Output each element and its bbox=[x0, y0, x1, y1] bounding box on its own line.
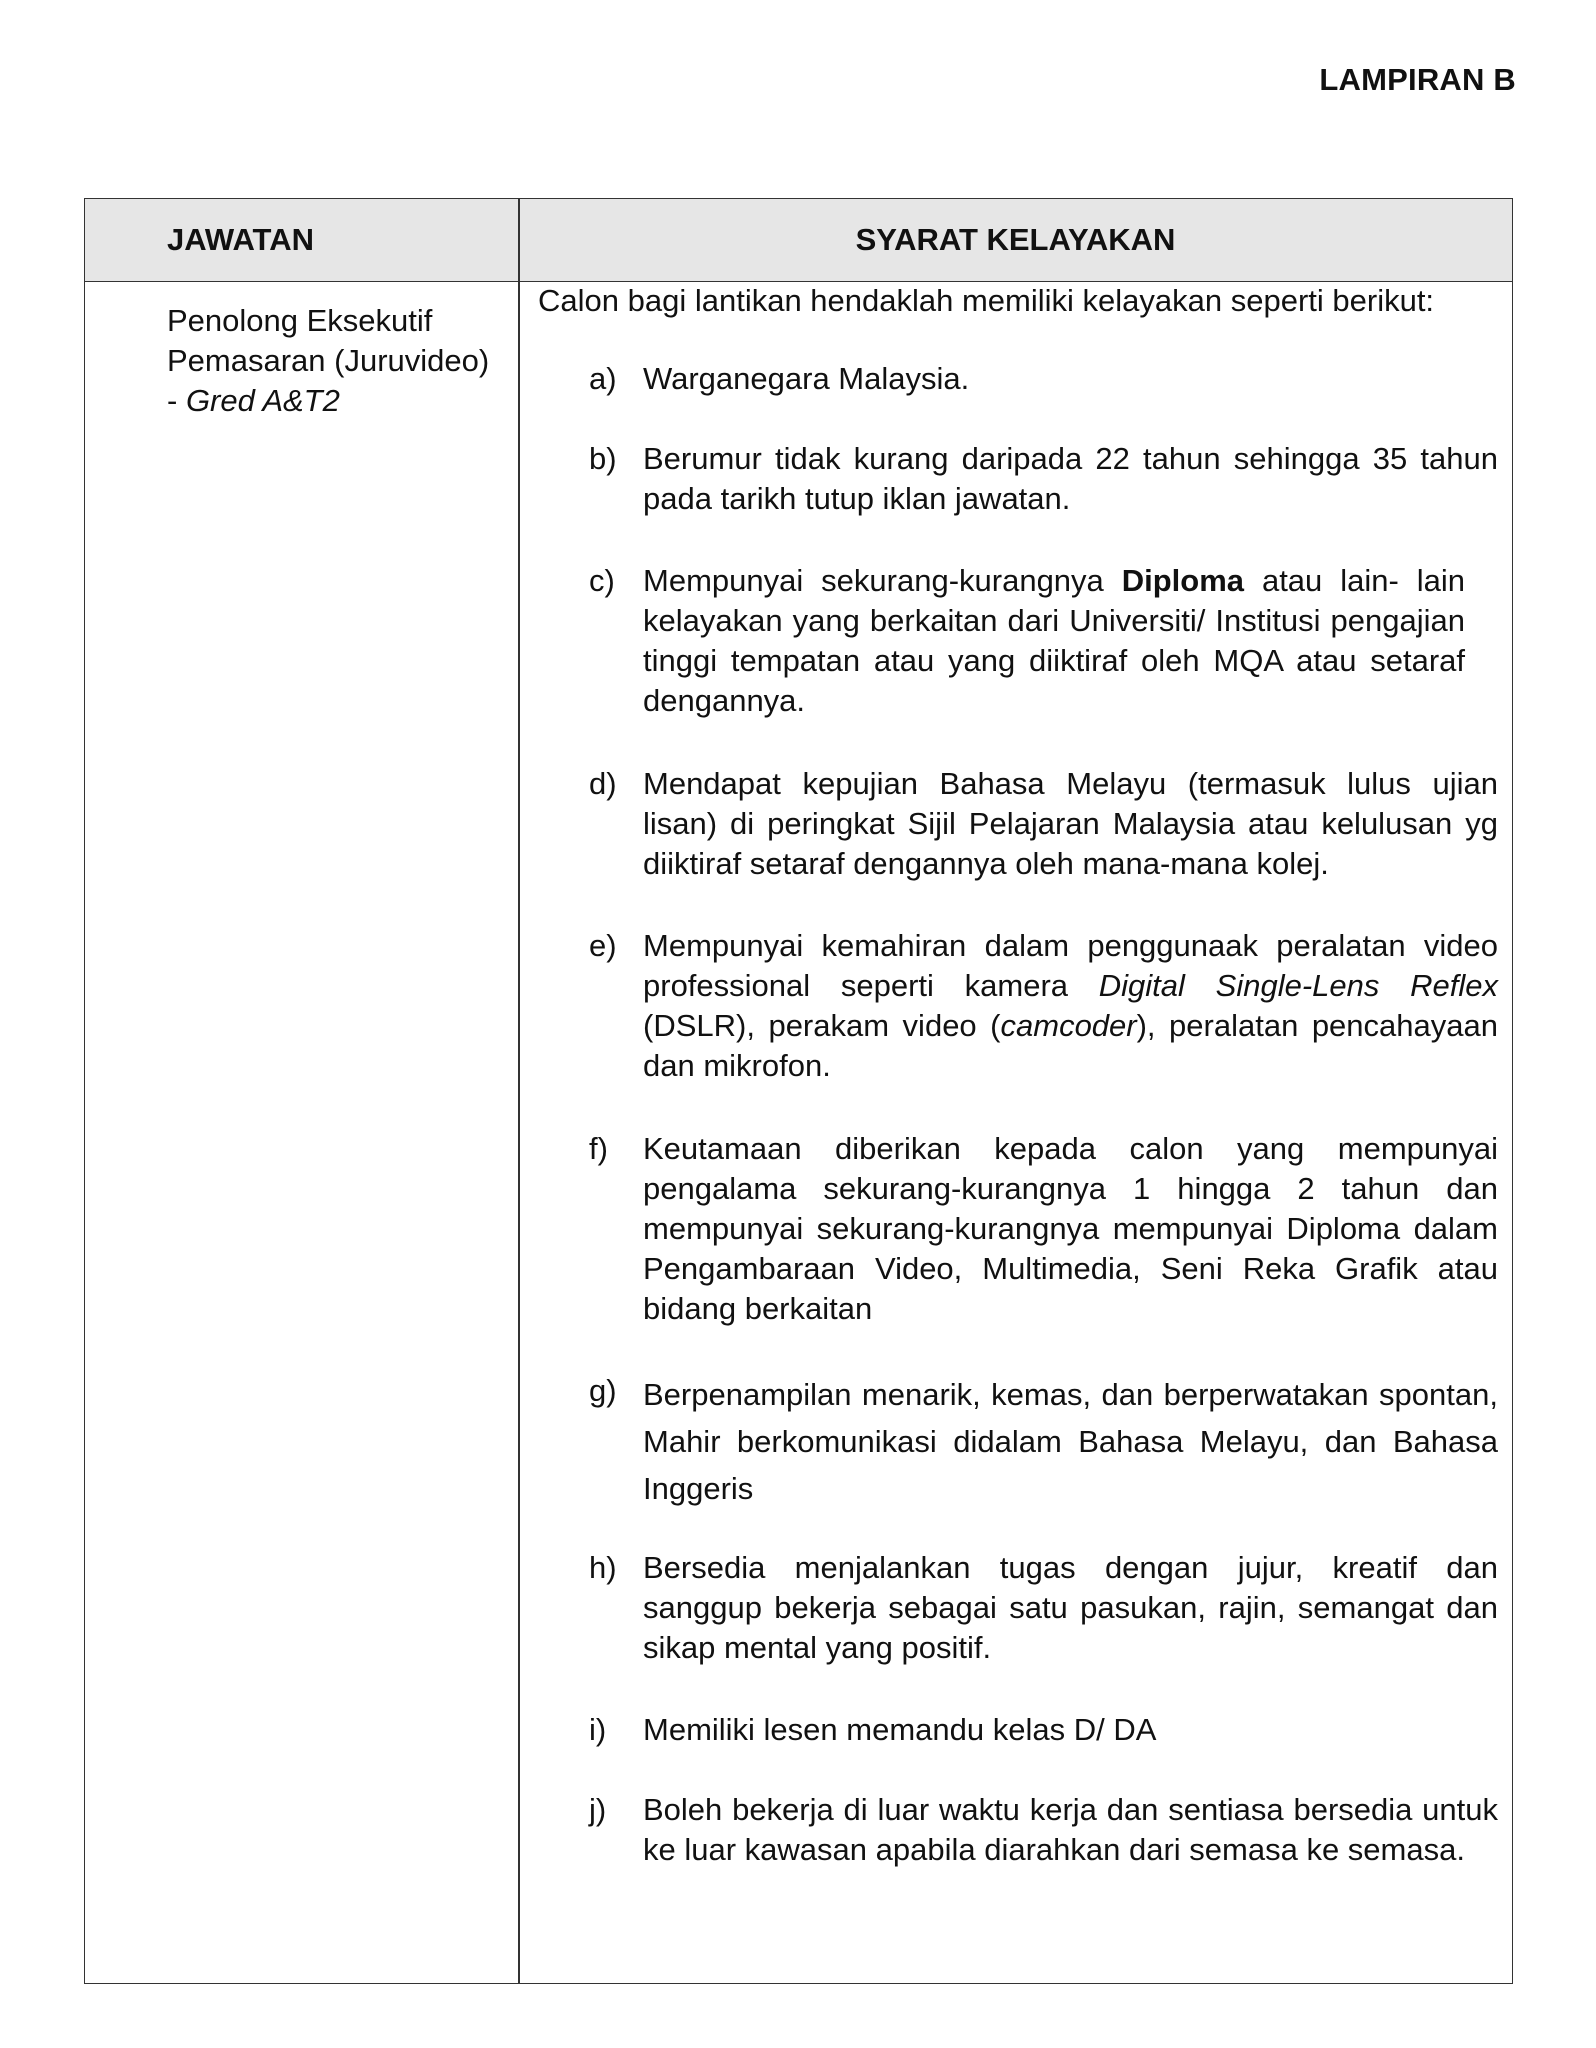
requirements-intro: Calon bagi lantikan hendaklah memiliki kelayakan seperti berikut: bbox=[538, 283, 1435, 318]
annex-label: LAMPIRAN B bbox=[1319, 62, 1516, 97]
position-title-line2: Pemasaran (Juruvideo) bbox=[167, 343, 490, 378]
requirement-text-part: Mempunyai sekurang-kurangnya bbox=[643, 563, 1122, 598]
table-header-row bbox=[85, 199, 1512, 282]
requirement-text: Berumur tidak kurang daripada 22 tahun sehingga 35 tahun pada tarikh tutup iklan jawatan. bbox=[643, 441, 1498, 516]
requirement-text-bold: Diploma bbox=[1121, 563, 1245, 598]
position-title-line1: Penolong Eksekutif bbox=[167, 303, 433, 338]
requirement-letter: j) bbox=[589, 1792, 607, 1827]
requirement-text bbox=[643, 561, 1465, 721]
position-grade bbox=[167, 381, 507, 421]
requirements-table bbox=[84, 198, 1513, 1984]
requirement-letter: c) bbox=[589, 563, 615, 598]
requirement-letter: f) bbox=[589, 1131, 608, 1166]
requirement-letter: e) bbox=[589, 928, 617, 963]
requirement-text: Mendapat kepujian Bahasa Melayu (termasuk lulus ujian lisan) di peringkat Sijil Pelajaran Malaysia atau kelulusan yg diiktiraf setaraf dengannya oleh mana-mana kolej. bbox=[643, 766, 1498, 881]
requirement-text-italic: Digital Single-Lens Reflex bbox=[1098, 968, 1498, 1003]
requirement-text: Keutamaan diberikan kepada calon yang mempunyai pengalama sekurang-kurangnya 1 hingga 2 tahun dan mempunyai sekurang-kurangnya mempunyai Diploma dalam Pengambaraan Video, Multimedia, Seni Reka Grafik atau bidang berkaitan bbox=[643, 1131, 1498, 1326]
requirement-text-part: (DSLR), perakam video ( bbox=[643, 1008, 1001, 1043]
header-requirements: SYARAT KELAYAKAN bbox=[855, 221, 1176, 257]
requirement-text: Berpenampilan menarik, kemas, dan berperwatakan spontan, Mahir berkomunikasi didalam Bahasa Melayu, dan Bahasa Inggeris bbox=[643, 1377, 1498, 1506]
requirement-letter: d) bbox=[589, 766, 617, 801]
requirement-letter: b) bbox=[589, 441, 617, 476]
requirement-letter: g) bbox=[589, 1373, 617, 1408]
requirement-letter: a) bbox=[589, 361, 617, 396]
requirement-text: Boleh bekerja di luar waktu kerja dan sentiasa bersedia untuk ke luar kawasan apabila diarahkan dari semasa ke semasa. bbox=[643, 1792, 1498, 1867]
grade-value: Gred A&T2 bbox=[185, 383, 340, 418]
requirement-text-part: atau lain- lain kelayakan yang berkaitan dari Universiti/ Institusi pengajian tinggi tempatan atau yang diiktiraf oleh MQA atau setaraf dengannya. bbox=[643, 563, 1465, 718]
requirement-letter: h) bbox=[589, 1550, 617, 1585]
requirement-text: Warganegara Malaysia. bbox=[643, 361, 970, 396]
requirement-text: Memiliki lesen memandu kelas D/ DA bbox=[643, 1712, 1157, 1747]
requirement-text-part: ), peralatan pencahayaan dan mikrofon. bbox=[643, 1008, 1498, 1083]
requirement-text bbox=[643, 926, 1498, 1086]
requirement-text-part: Mempunyai kemahiran dalam penggunaak peralatan video professional seperti kamera bbox=[643, 928, 1498, 1003]
column-divider bbox=[518, 199, 520, 1983]
header-position: JAWATAN bbox=[167, 221, 314, 257]
requirement-text: Bersedia menjalankan tugas dengan jujur, kreatif dan sanggup bekerja sebagai satu pasukan, rajin, semangat dan sikap mental yang positif. bbox=[643, 1550, 1498, 1665]
position-cell bbox=[167, 301, 507, 421]
requirement-letter: i) bbox=[589, 1712, 607, 1747]
grade-prefix: - bbox=[167, 383, 186, 418]
requirement-text-italic: camcoder bbox=[1000, 1008, 1137, 1043]
